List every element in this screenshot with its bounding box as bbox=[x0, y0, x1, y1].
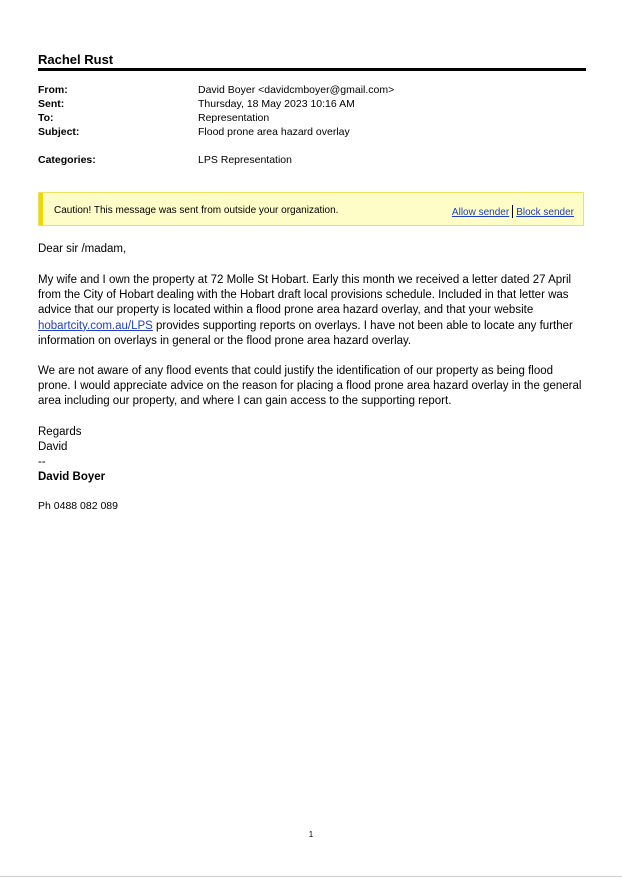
sent-label: Sent: bbox=[38, 98, 65, 110]
subject-value: Flood prone area hazard overlay bbox=[198, 126, 350, 138]
paragraph-1 bbox=[38, 273, 588, 349]
paragraph-2: We are not aware of any flood events that could justify the identification of our property as being flood prone. I would appreciate advice on the reason for placing a flood prone area hazard overlay in the general area including our property, and where I can gain access to the supporting report. bbox=[38, 365, 582, 408]
first-name: David bbox=[38, 441, 68, 453]
mailbox-owner: Rachel Rust bbox=[38, 52, 114, 67]
categories-label: Categories: bbox=[38, 154, 96, 166]
sent-value: Thursday, 18 May 2023 10:16 AM bbox=[198, 98, 355, 110]
page-number: 1 bbox=[308, 830, 314, 839]
paragraph-1-text: My wife and I own the property at 72 Molle St Hobart. Early this month we received a letter dated 27 April from the City of Hobart dealing with the Hobart draft local provisions schedule. Included in that letter was advice that our property is located within a flood prone area hazard overlay, and that your website bbox=[38, 274, 572, 317]
subject-label: Subject: bbox=[38, 126, 80, 138]
allow-sender-link[interactable]: Allow sender bbox=[451, 207, 510, 218]
to-label: To: bbox=[38, 112, 54, 124]
external-sender-warning-banner bbox=[38, 192, 584, 226]
signature-phone: Ph 0488 082 089 bbox=[38, 500, 118, 512]
warning-message: Caution! This message was sent from outside your organization. bbox=[54, 205, 339, 216]
categories-value: LPS Representation bbox=[198, 154, 292, 166]
block-sender-link[interactable]: Block sender bbox=[516, 207, 574, 218]
from-label: From: bbox=[38, 84, 68, 96]
greeting: Dear sir /madam, bbox=[38, 243, 127, 255]
signature-name: David Boyer bbox=[38, 471, 106, 483]
sender-actions bbox=[452, 205, 574, 218]
link-separator bbox=[512, 205, 513, 218]
hobart-lps-link[interactable]: hobartcity.com.au/LPS bbox=[38, 319, 153, 332]
closing: Regards bbox=[38, 426, 82, 438]
signature-dash: -- bbox=[38, 456, 46, 468]
page-bottom-edge bbox=[0, 876, 622, 877]
header-divider bbox=[38, 68, 586, 71]
warning-accent-bar bbox=[39, 193, 43, 225]
paragraph-1-text-cont: provides supporting reports on overlays. I have not been able to locate any further information on overlays in general or the flood prone area hazard overlay. bbox=[38, 319, 573, 347]
from-value: David Boyer <davidcmboyer@gmail.com> bbox=[198, 84, 395, 96]
to-value: Representation bbox=[198, 112, 270, 124]
